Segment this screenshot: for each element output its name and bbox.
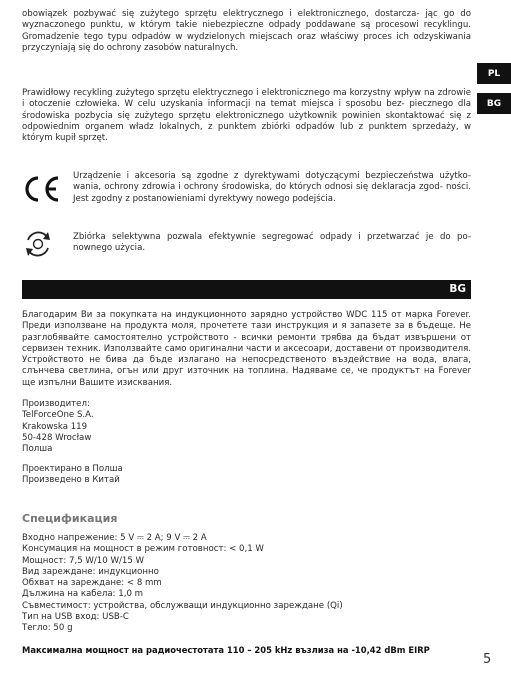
pl-paragraph-1: obowiązek pozbywać się zużytego sprzętu elektrycznego i elektronicznego, dostarcza- jąc go do wyznaczonego punktu, w którym takie niebezpieczne odpady poddawane są procesowi recyklingu. Gromadzenie tego typu odpadów w wydzielonych miejscach oraz właściwy proces ich odzyskiwania przyczyniają się do ochrony zasobów naturalnych.	[22, 9, 471, 53]
manufacturer-name: TelForceOne S.A.	[22, 410, 94, 421]
spec-item: Обхват на зареждане: < 8 mm	[22, 578, 162, 589]
origin-block	[22, 464, 471, 487]
made-in: Произведено в Китай	[22, 475, 120, 486]
spec-item: Консумация на мощност в режим готовност: < 0,1 W	[22, 544, 264, 555]
ce-compliance-text: Urządzenie i akcesoria są zgodne z dyrektywami dotyczącymi bezpieczeństwa użytko- wania, ochrony zdrowia i ochrony środowiska, do których odnosi się deklaracja zgod- ności. Jest zgodny z postanowieniami dyrektywy nowego podejścia.	[73, 171, 471, 204]
ce-mark-icon	[22, 174, 62, 208]
recycle-text: Zbiórka selektywna pozwala efektywnie segregować odpady i przetwarzać je do po- nownego użycia.	[73, 232, 471, 254]
spec-item: Тегло: 50 g	[22, 623, 73, 634]
manufacturer-block	[22, 399, 471, 455]
pl-paragraph-2: Prawidłowy recykling zużytego sprzętu elektrycznego i elektronicznego ma korzystny wpływ na zdrowie i otoczenie człowieka. W celu uzyskania informacji na temat miejsca i sposobu bez- piecznego dla środowiska pozbycia się zużytego sprzętu elektronicznego użytkownik powinien skontaktować się z odpowiednim organem władz lokalnych, z punktem zbiórki odpadów lub z punktem sprzedaży, w którym kupił sprzęt.	[22, 88, 471, 144]
bg-intro-paragraph: Благодарим Ви за покупката на индукционното зарядно устройство WDC 115 от марка Forever. Преди използване на продукта моля, прочетете тази инструкция и я запазете за в бъдеще. Не разглобявайте самостоятелно устройството - всички ремонти трябва да бъдат извършени от сервизен техник. Използвайте само оригинални части и аксесоари, доставени от производителя. Устройството не бива да бъде излагано на непосредственото въздействие на вода, влага, слънчева светлина, огън или друг източник на топлина. Надяваме се, че продуктът на Forever ще изпълни Вашите изисквания.	[22, 310, 471, 388]
manufacturer-label: Производител:	[22, 399, 90, 409]
spec-item: Входно напрежение: 5 V ⎓ 2 A; 9 V ⎓ 2 A	[22, 533, 207, 543]
manufacturer-country: Полша	[22, 444, 53, 455]
section-label-bg: BG	[449, 283, 466, 295]
side-tab-bg: BG	[477, 93, 511, 114]
designed-in: Проектирано в Полша	[22, 464, 123, 474]
spec-title: Спецификация	[22, 512, 118, 525]
spec-item: Вид зареждане: индукционно	[22, 566, 159, 577]
manufacturer-city: 50-428 Wrocław	[22, 432, 92, 443]
page-number: 5	[483, 652, 492, 667]
side-tab-pl: PL	[477, 63, 511, 84]
spec-item: Тип на USB вход: USB-C	[22, 612, 129, 623]
spec-item: Мощност: 7,5 W/10 W/15 W	[22, 555, 145, 566]
spec-list	[22, 533, 471, 635]
spec-item: Дължина на кабела: 1,0 m	[22, 589, 144, 600]
spec-item: Съвместимост: устройства, обслужващи индукционно зареждане (Qi)	[22, 600, 343, 611]
rf-power-statement: Максимална мощност на радиочестотата 110 – 205 kHz възлиза на -10,42 dBm EIRP	[22, 645, 430, 655]
recycle-icon	[22, 228, 54, 264]
section-header-bg	[22, 280, 471, 299]
manufacturer-street: Krakowska 119	[22, 421, 88, 432]
